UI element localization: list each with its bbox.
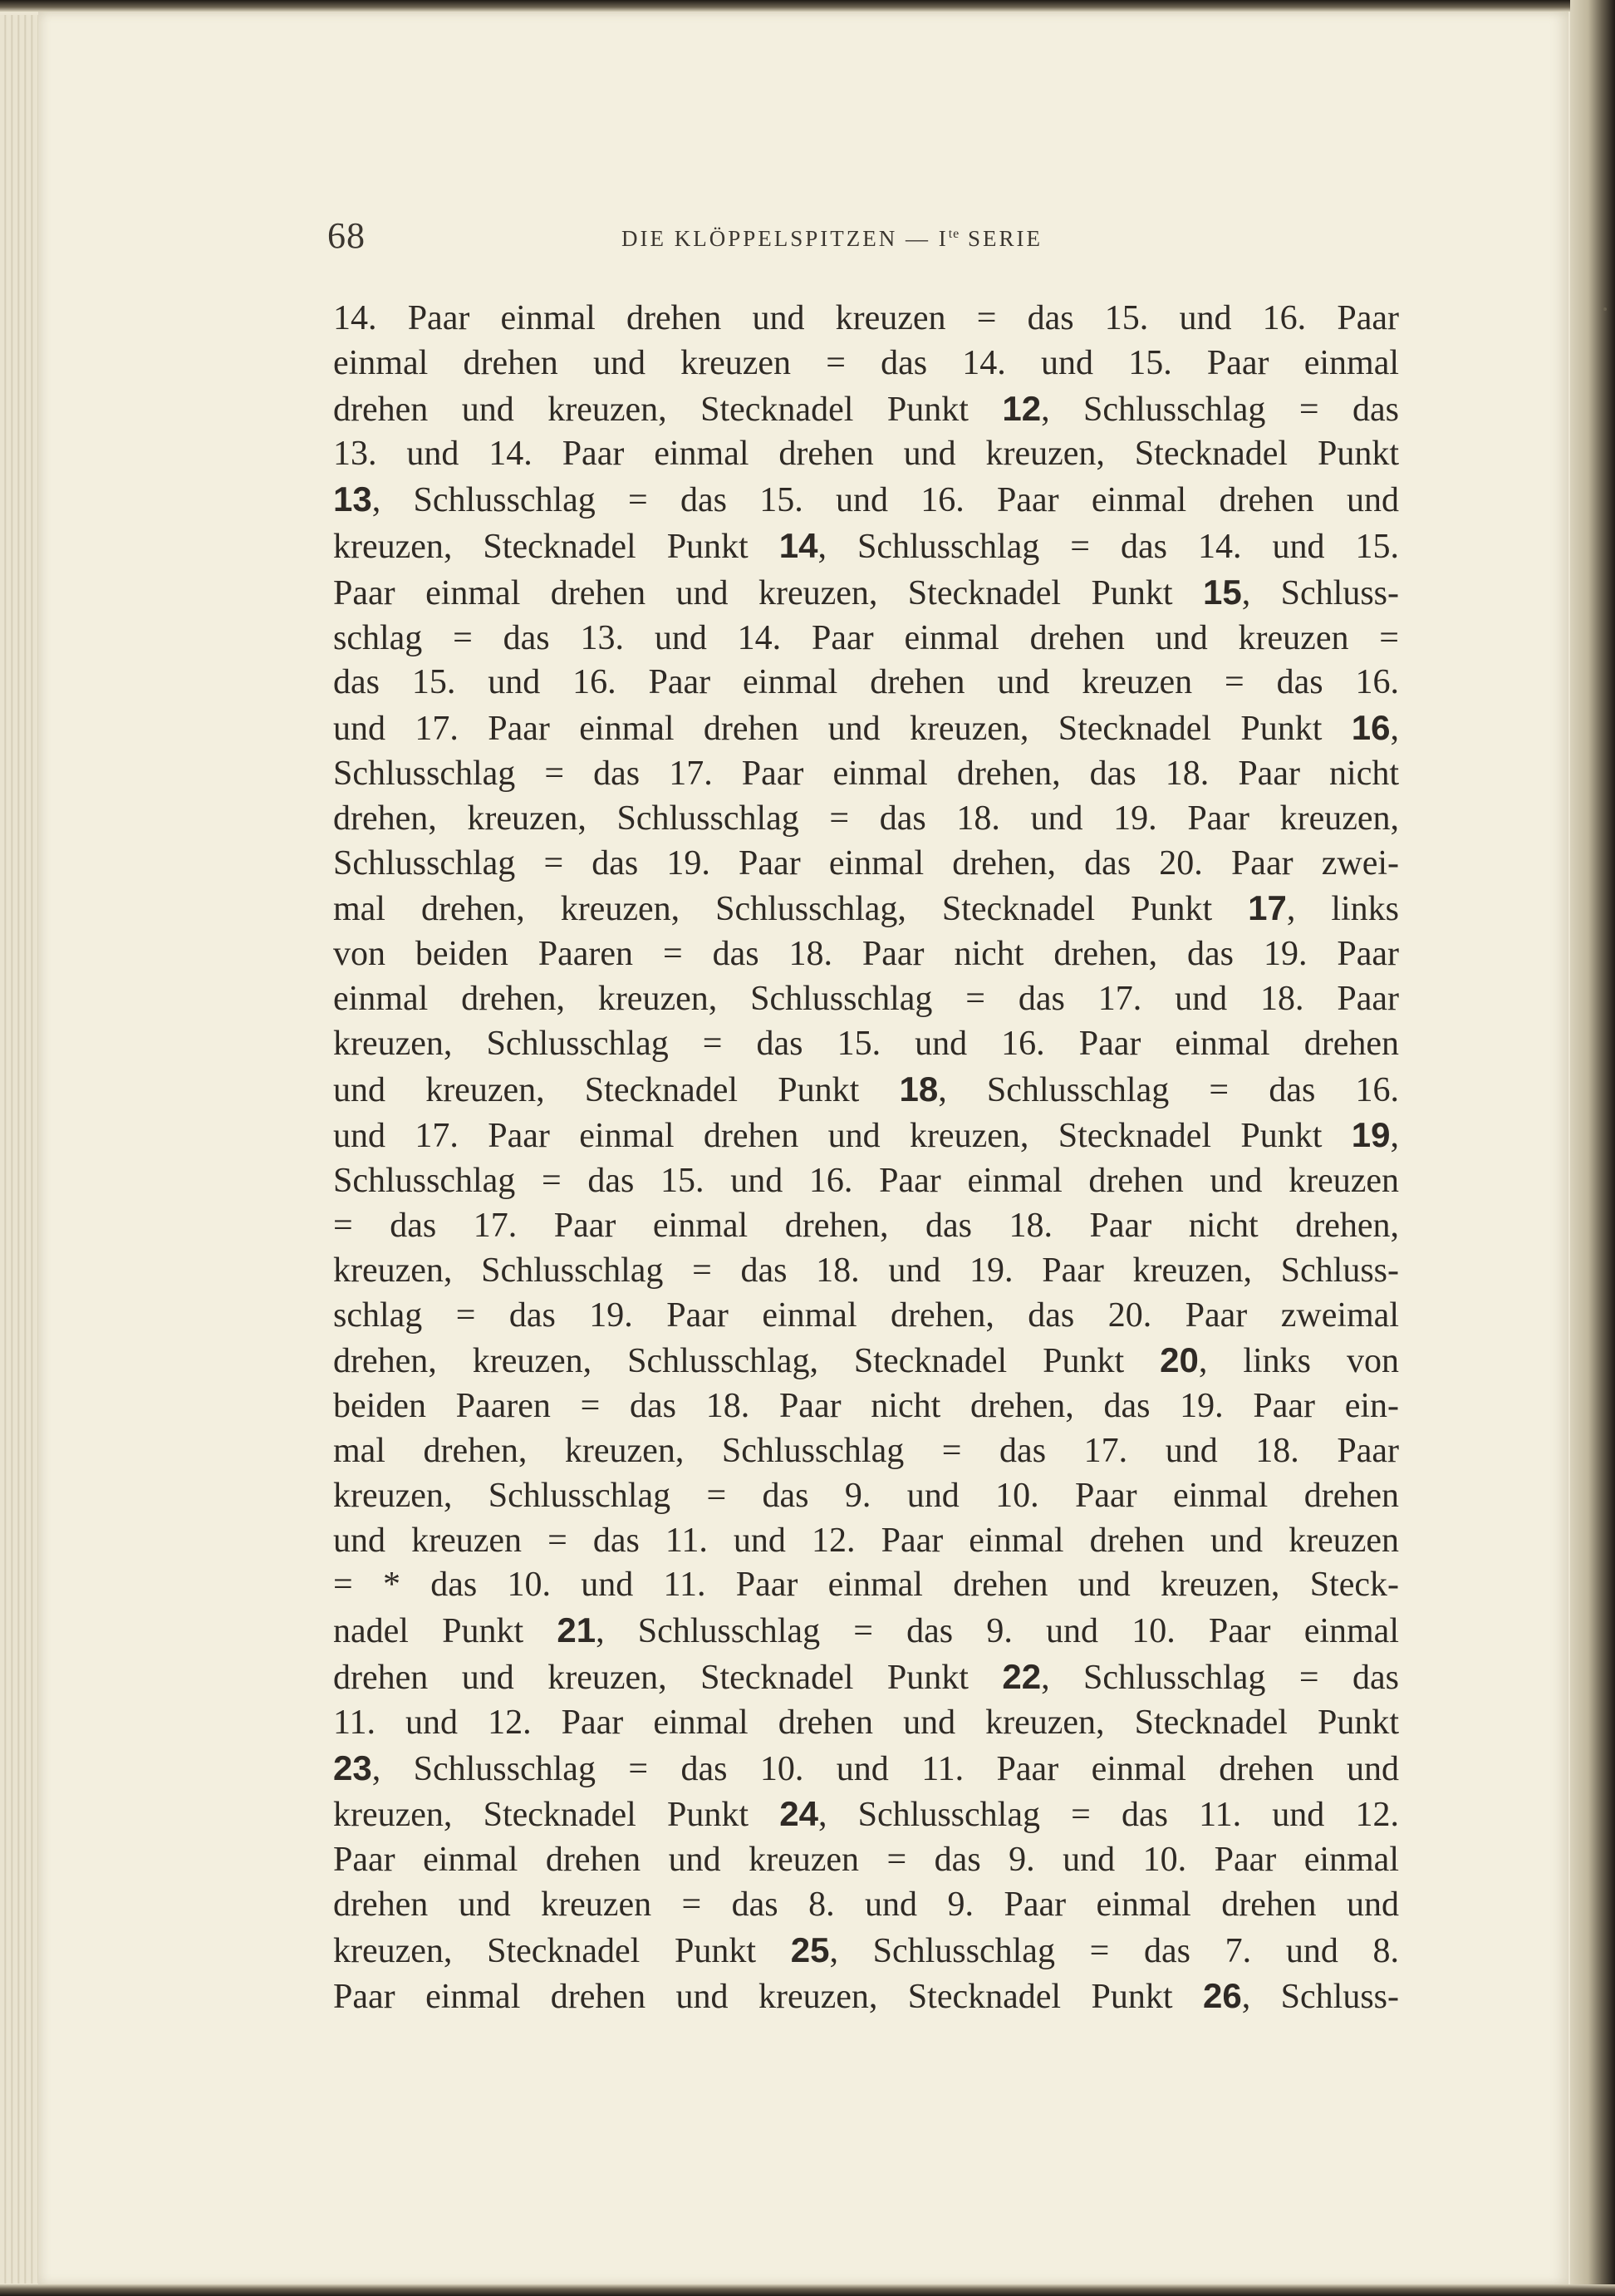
body-line: drehen, kreuzen, Schlusschlag, Stecknadel Punkt 20, links von: [333, 1340, 1400, 1381]
body-line: Paar einmal drehen und kreuzen = das 9. und 10. Paar einmal: [333, 1841, 1399, 1880]
body-line: 13, Schlusschlag = das 15. und 16. Paar einmal drehen und: [333, 479, 1399, 520]
book-gutter: [1570, 0, 1615, 2296]
body-line: mal drehen, kreuzen, Schlusschlag = das 17. und 18. Paar: [333, 1431, 1399, 1470]
pin-point-number: 19: [1351, 1115, 1391, 1155]
body-line: nadel Punkt 21, Schlusschlag = das 9. und 10. Paar einmal: [333, 1610, 1399, 1651]
body-line: einmal drehen, kreuzen, Schlusschlag = das 17. und 18. Paar: [333, 979, 1399, 1018]
pin-point-number: 17: [1248, 888, 1287, 928]
series-label: SERIE: [960, 226, 1043, 251]
pin-point-number: 24: [779, 1794, 818, 1834]
body-line: schlag = das 19. Paar einmal drehen, das 20. Paar zweimal: [333, 1295, 1399, 1335]
pin-point-number: 21: [557, 1610, 596, 1650]
pin-point-number: 26: [1202, 1976, 1242, 2016]
running-head: [621, 226, 1043, 252]
pin-point-number: 12: [1002, 388, 1042, 428]
body-line: und 17. Paar einmal drehen und kreuzen, Stecknadel Punkt 19,: [333, 1115, 1399, 1156]
book-bottom-edge: [0, 2284, 1615, 2296]
body-line: schlag = das 13. und 14. Paar einmal drehen und kreuzen =: [333, 618, 1399, 657]
pin-point-number: 13: [333, 479, 372, 519]
page-number: 68: [327, 215, 366, 256]
body-line: 23, Schlusschlag = das 10. und 11. Paar einmal drehen und: [333, 1748, 1399, 1788]
pin-point-number: 14: [778, 525, 818, 565]
series-superscript: te: [948, 227, 960, 241]
pin-point-number: 20: [1160, 1340, 1199, 1380]
body-line: = das 17. Paar einmal drehen, das 18. Paar nicht drehen,: [333, 1206, 1399, 1245]
body-line: drehen, kreuzen, Schlusschlag = das 18. und 19. Paar kreuzen,: [333, 799, 1399, 838]
body-text: [333, 297, 1399, 2020]
body-line: und kreuzen = das 11. und 12. Paar einmal drehen und kreuzen: [333, 1521, 1399, 1560]
body-line: drehen und kreuzen = das 8. und 9. Paar einmal drehen und: [333, 1885, 1399, 1924]
pin-point-number: 16: [1351, 708, 1391, 748]
pin-point-number: 15: [1202, 572, 1242, 612]
body-line: 14. Paar einmal drehen und kreuzen = das 15. und 16. Paar: [333, 299, 1399, 337]
body-line: Paar einmal drehen und kreuzen, Stecknadel Punkt 26, Schluss-: [333, 1976, 1399, 2017]
body-line: 13. und 14. Paar einmal drehen und kreuzen, Stecknadel Punkt: [333, 435, 1399, 474]
body-line: beiden Paaren = das 18. Paar nicht drehen, das 19. Paar ein-: [333, 1387, 1399, 1426]
body-line: Schlusschlag = das 17. Paar einmal drehen, das 18. Paar nicht: [333, 754, 1399, 793]
book-top-edge: [0, 0, 1615, 12]
body-line: Paar einmal drehen und kreuzen, Stecknadel Punkt 15, Schluss-: [333, 572, 1399, 612]
body-line: und 17. Paar einmal drehen und kreuzen, Stecknadel Punkt 16,: [333, 708, 1399, 749]
body-line: drehen und kreuzen, Stecknadel Punkt 12, Schlusschlag = das: [333, 388, 1399, 429]
running-title: DIE KLÖPPELSPITZEN — I: [621, 226, 949, 251]
body-line: kreuzen, Stecknadel Punkt 24, Schlusschlag = das 11. und 12.: [333, 1794, 1399, 1835]
body-line: einmal drehen und kreuzen = das 14. und 15. Paar einmal: [333, 343, 1399, 382]
body-line: mal drehen, kreuzen, Schlusschlag, Stecknadel Punkt 17, links: [333, 888, 1400, 929]
paper-speck: [1603, 307, 1607, 311]
body-line: Schlusschlag = das 15. und 16. Paar einmal drehen und kreuzen: [333, 1162, 1399, 1201]
body-line: von beiden Paaren = das 18. Paar nicht drehen, das 19. Paar: [333, 935, 1399, 974]
pin-point-number: 23: [333, 1748, 372, 1787]
body-line: und kreuzen, Stecknadel Punkt 18, Schlusschlag = das 16.: [333, 1069, 1399, 1109]
body-line: kreuzen, Schlusschlag = das 9. und 10. Paar einmal drehen: [333, 1476, 1399, 1515]
body-line: 11. und 12. Paar einmal drehen und kreuzen, Stecknadel Punkt: [333, 1703, 1399, 1742]
body-line: kreuzen, Schlusschlag = das 18. und 19. Paar kreuzen, Schluss-: [333, 1251, 1399, 1290]
body-line: Schlusschlag = das 19. Paar einmal drehen, das 20. Paar zwei-: [333, 843, 1399, 883]
body-line: das 15. und 16. Paar einmal drehen und kreuzen = das 16.: [333, 663, 1399, 702]
body-line: kreuzen, Stecknadel Punkt 14, Schlusschlag = das 14. und 15.: [333, 525, 1399, 566]
body-line: kreuzen, Schlusschlag = das 15. und 16. Paar einmal drehen: [333, 1024, 1399, 1063]
pin-point-number: 25: [790, 1930, 830, 1969]
body-line: kreuzen, Stecknadel Punkt 25, Schlusschlag = das 7. und 8.: [333, 1930, 1399, 1970]
page-stack-edge: [0, 15, 39, 2284]
pin-point-number: 18: [899, 1069, 939, 1109]
body-line: = * das 10. und 11. Paar einmal drehen und kreuzen, Steck-: [333, 1566, 1399, 1605]
body-line: drehen und kreuzen, Stecknadel Punkt 22, Schlusschlag = das: [333, 1656, 1399, 1697]
pin-point-number: 22: [1002, 1656, 1042, 1696]
